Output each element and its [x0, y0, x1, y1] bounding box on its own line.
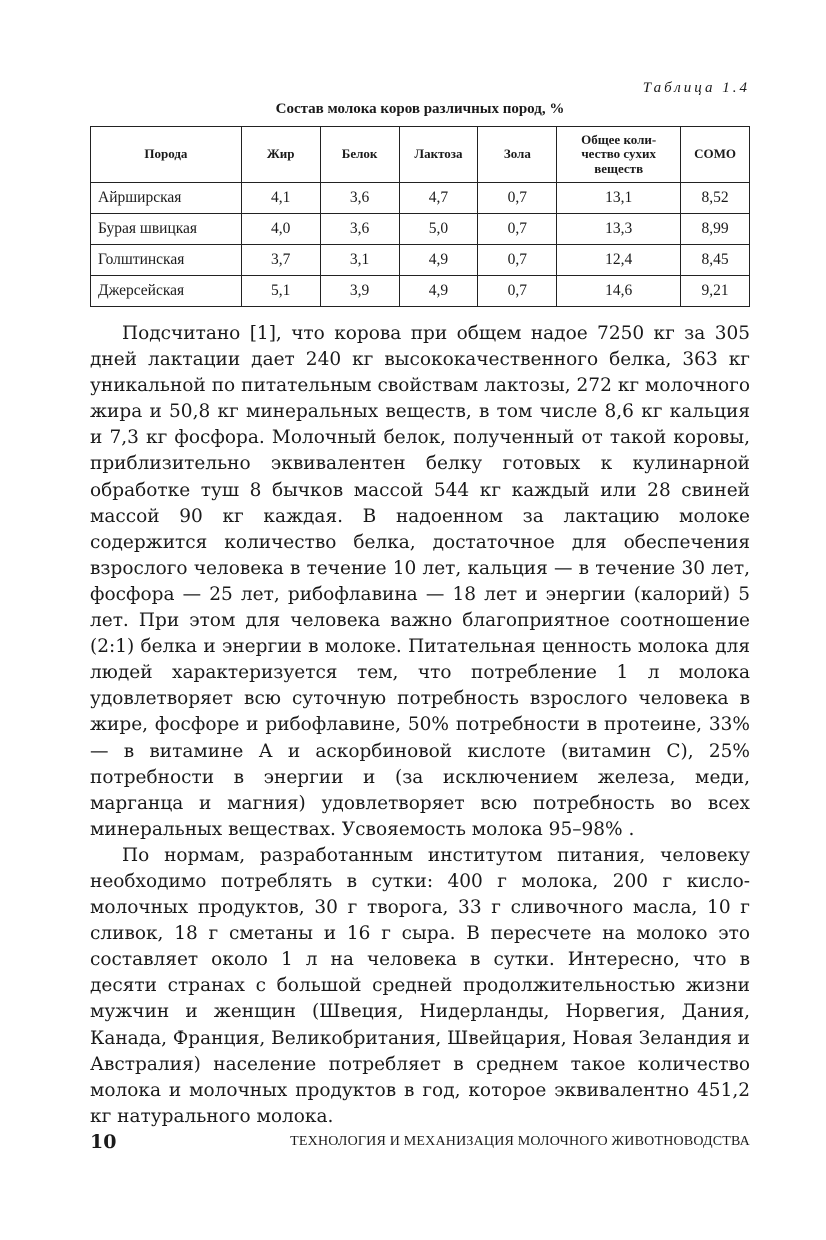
cell-lactose: 4,9	[399, 276, 478, 307]
cell-ash: 0,7	[478, 276, 557, 307]
paragraph: Подсчитано [1], что корова при общем надое 7250 кг за 305 дней лактации дает 240 кг высококачественного белка, 363 кг уникальной по питательным свойствам лактозы, 272 кг молочного жира и 50,8 кг минеральных веществ, в том числе 8,6 кг кальция и 7,3 кг фосфора. Молочный белок, полученный от такой коровы, приблизительно эквивалентен белку готовых к кулинарной обработке туш 8 бычков массой 544 кг каждый или 28 свиней массой 90 кг каждая. В надоенном за лактацию молоке содержится количество белка, достаточное для обеспечения взрослого человека в течение 10 лет, кальция — в течение 30 лет, фосфора — 25 лет, рибофлавина — 18 лет и энергии (калорий) 5 лет. При этом для человека важно благоприятное соотношение (2:1) белка и энергии в молоке. Питательная ценность молока для людей характеризуется тем, что потребление 1 л молока удовлетворяет всю суточную потребность взрослого человека в жире, фосфоре и рибофлавине, 50% потребности в протеине, 33% — в витамине А и аскорбиновой кислоте (витамин С), 25% потребности в энергии и (за исключением железа, меди, марганца и магния) удовлетворяет всю потребность во всех минеральных веществах. Усвояемость молока 95–98% .	[90, 323, 750, 840]
cell-somo: 9,21	[681, 276, 750, 307]
header-total-solids: Общее коли-чество сухих веществ	[557, 127, 681, 183]
cell-breed: Айрширская	[91, 183, 242, 214]
table-row	[91, 245, 750, 276]
header-fat: Жир	[241, 127, 320, 183]
header-somo: СОМО	[681, 127, 750, 183]
header-protein: Белок	[320, 127, 399, 183]
cell-fat: 3,7	[241, 245, 320, 276]
table-row	[91, 276, 750, 307]
cell-somo: 8,45	[681, 245, 750, 276]
cell-somo: 8,99	[681, 214, 750, 245]
cell-total-solids: 12,4	[557, 245, 681, 276]
table-row	[91, 214, 750, 245]
cell-total-solids: 13,3	[557, 214, 681, 245]
cell-somo: 8,52	[681, 183, 750, 214]
cell-ash: 0,7	[478, 214, 557, 245]
cell-fat: 4,1	[241, 183, 320, 214]
table-number-label: Таблица 1.4	[642, 80, 750, 96]
cell-breed: Голштинская	[91, 245, 242, 276]
cell-protein: 3,1	[320, 245, 399, 276]
cell-total-solids: 14,6	[557, 276, 681, 307]
cell-ash: 0,7	[478, 245, 557, 276]
milk-composition-table	[90, 126, 750, 307]
cell-lactose: 4,9	[399, 245, 478, 276]
paragraph: По нормам, разработанным институтом питания, человеку необходимо потреблять в сутки: 400 г молока, 200 г кисло-молочных продуктов, 30 г творога, 33 г сливочного масла, 10 г сливок, 18 г сметаны и 16 г сыра. В пересчете на молоко это составляет около 1 л на человека в сутки. Интересно, что в десяти странах с большой средней продолжительностью жизни мужчин и женщин (Швеция, Нидерланды, Норвегия, Дания, Канада, Франция, Великобритания, Швейцария, Новая Зеландия и Австралия) население потребляет в среднем такое количество молока и молочных продуктов в год, которое эквивалентно 451,2 кг натурального молока.	[90, 844, 750, 1127]
cell-breed: Джерсейская	[91, 276, 242, 307]
header-breed: Порода	[91, 127, 242, 183]
running-header: ТЕХНОЛОГИЯ И МЕХАНИЗАЦИЯ МОЛОЧНОГО ЖИВОТНОВОДСТВА	[290, 1134, 750, 1149]
header-ash: Зола	[478, 127, 557, 183]
table-header-row	[91, 127, 750, 183]
cell-lactose: 5,0	[399, 214, 478, 245]
page-number: 10	[90, 1131, 117, 1153]
body-text	[90, 321, 750, 1130]
cell-breed: Бурая швицкая	[91, 214, 242, 245]
cell-fat: 5,1	[241, 276, 320, 307]
cell-protein: 3,6	[320, 214, 399, 245]
cell-fat: 4,0	[241, 214, 320, 245]
header-lactose: Лактоза	[399, 127, 478, 183]
table-row	[91, 183, 750, 214]
cell-total-solids: 13,1	[557, 183, 681, 214]
table-caption: Состав молока коров различных пород, %	[275, 101, 565, 117]
cell-protein: 3,6	[320, 183, 399, 214]
cell-lactose: 4,7	[399, 183, 478, 214]
cell-protein: 3,9	[320, 276, 399, 307]
cell-ash: 0,7	[478, 183, 557, 214]
